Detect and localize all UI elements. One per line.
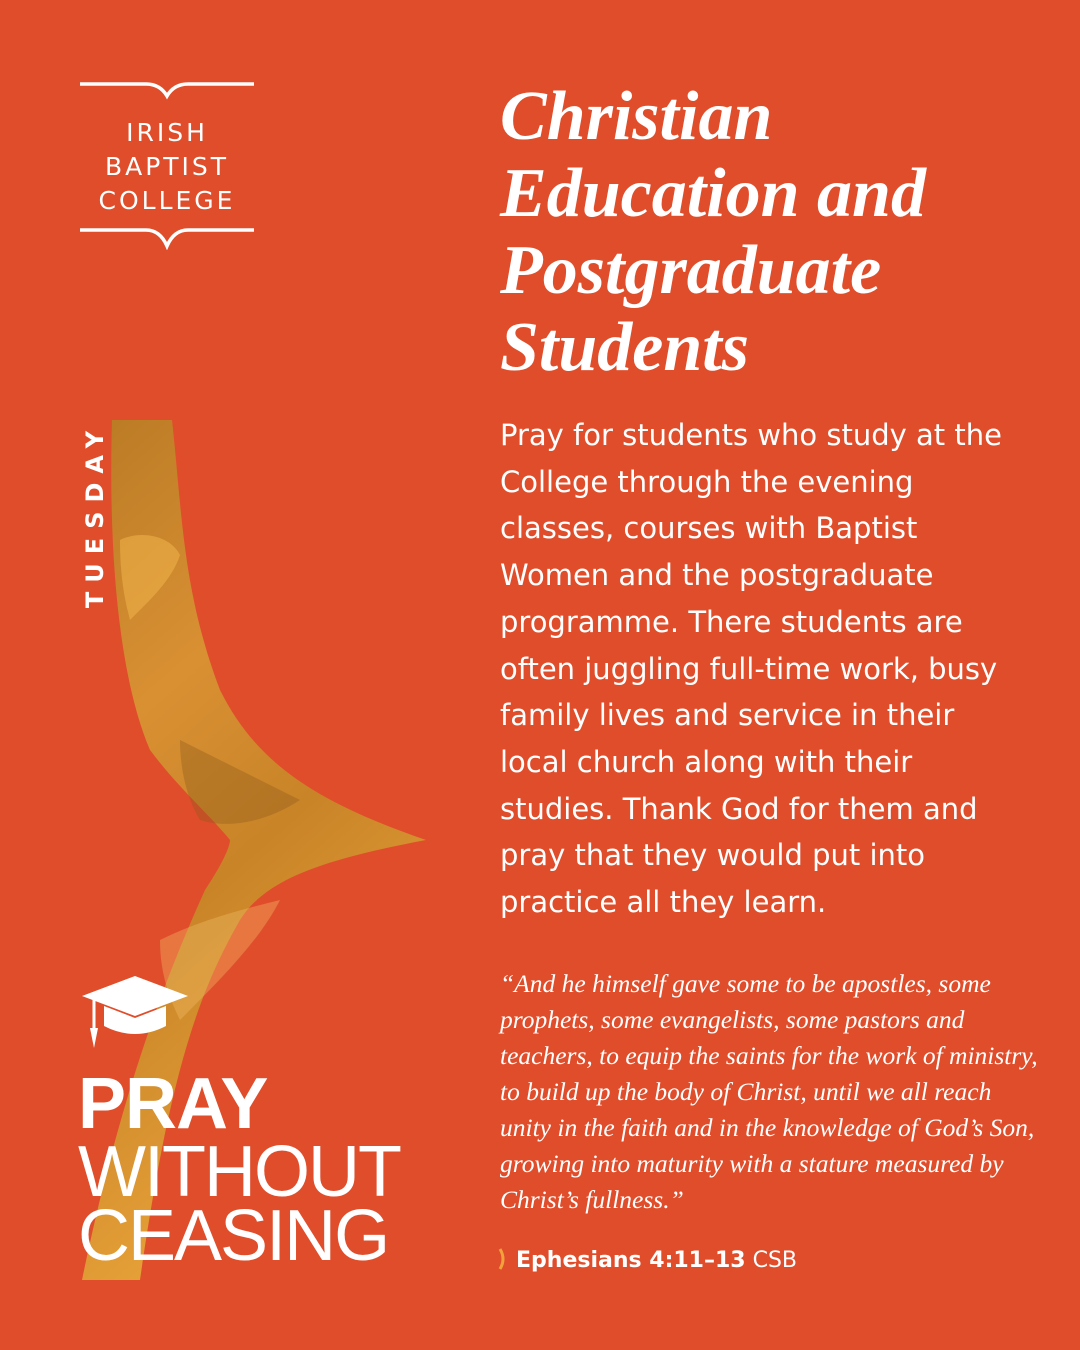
tagline (78, 1064, 400, 1276)
logo-top-bookmark-rule (80, 80, 254, 100)
day-label-text: TUESDAY (81, 421, 109, 609)
day-label (80, 420, 110, 610)
logo-bottom-bookmark-rule (80, 226, 254, 250)
logo-line-1: IRISH (126, 118, 208, 147)
college-logo (80, 80, 254, 250)
tagline-line-2: WITHOUT (78, 1132, 400, 1212)
prayer-body: Pray for students who study at the College through the evening classes, courses with Baptist Women and the postgraduate programme. There students are often juggling full-time work, busy family lives and service in their local church along with their studies. Thank God for them and pray that they would put into practice all they learn. (500, 418, 1002, 920)
logo-line-2: BAPTIST (104, 152, 230, 181)
reference-translation: CSB (752, 1248, 798, 1273)
page-title: Christian Education and Postgraduate Students (500, 78, 926, 386)
scripture-reference (498, 1246, 797, 1276)
tagline-line-1: PRAY (78, 1064, 268, 1144)
chevron-right-icon (498, 1247, 508, 1271)
reference-passage: Ephesians 4:11–13 (516, 1248, 746, 1273)
logo-wordmark (80, 116, 254, 218)
scripture-quote: “And he himself gave some to be apostles, some prophets, some evangelists, some pastors and teachers, to equip the saints for the work of ministry, to build up the body of Christ, until we all reach unity in the faith and in the knowledge of God’s Son, growing into maturity with a stature measured by Christ’s fullness.” (500, 969, 1038, 1214)
tagline-line-3: CEASING (78, 1196, 389, 1276)
graduation-cap-icon (80, 972, 190, 1052)
logo-line-3: COLLEGE (98, 186, 236, 215)
